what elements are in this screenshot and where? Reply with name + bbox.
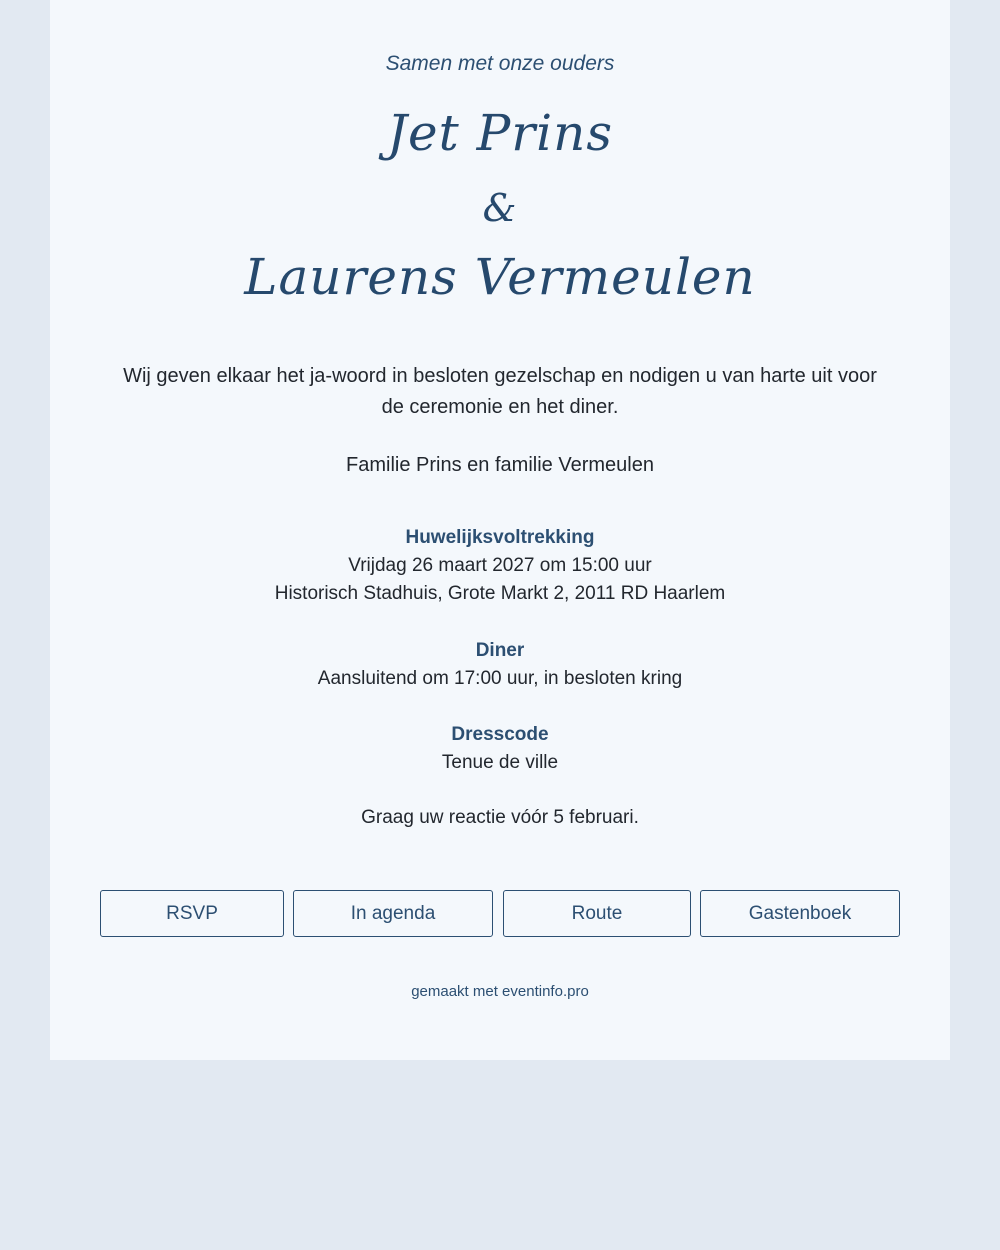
tagline: Samen met onze ouders	[385, 52, 615, 75]
invitation-card	[50, 0, 950, 1060]
ceremony-section	[50, 524, 950, 608]
route-button[interactable]: Route	[503, 890, 691, 937]
partner-name-2: Laurens Vermeulen	[244, 248, 756, 306]
ceremony-location: Historisch Stadhuis, Grote Markt 2, 2011 RD Haarlem	[274, 583, 726, 604]
reply-deadline: Graag uw reactie vóór 5 februari.	[361, 807, 639, 828]
dinner-section	[50, 637, 950, 693]
dinner-heading: Diner	[475, 640, 525, 661]
dresscode-heading: Dresscode	[451, 724, 549, 745]
partner-name-1: Jet Prins	[386, 104, 614, 162]
ampersand: &	[482, 186, 518, 230]
add-to-calendar-button[interactable]: In agenda	[293, 890, 493, 937]
dresscode-value: Tenue de ville	[441, 752, 559, 773]
ceremony-datetime: Vrijdag 26 maart 2027 om 15:00 uur	[348, 555, 652, 576]
guestbook-button[interactable]: Gastenboek	[700, 890, 900, 937]
rsvp-button[interactable]: RSVP	[100, 890, 284, 937]
dinner-details: Aansluitend om 17:00 uur, in besloten kring	[317, 668, 683, 689]
ceremony-heading: Huwelijksvoltrekking	[405, 527, 595, 548]
dresscode-section	[50, 721, 950, 777]
footer-credit-link[interactable]: gemaakt met eventinfo.pro	[411, 983, 589, 1000]
family-line: Familie Prins en familie Vermeulen	[346, 454, 654, 476]
intro-text: Wij geven elkaar het ja-woord in besloten gezelschap en nodigen u van harte uit voor de ceremonie en het diner.	[123, 365, 877, 418]
